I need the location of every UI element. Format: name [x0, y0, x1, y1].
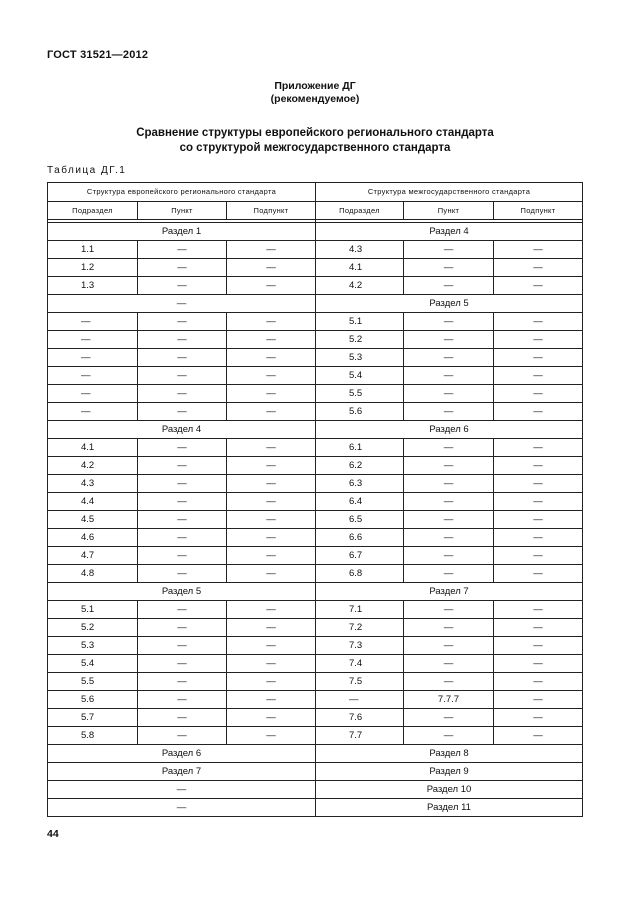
column-header: Подпункт [227, 202, 316, 220]
table-row [48, 349, 583, 367]
table-cell: — [227, 259, 316, 277]
table-cell: — [138, 511, 227, 529]
table-cell: 5.3 [48, 637, 138, 655]
table-cell: — [138, 529, 227, 547]
table-cell: — [227, 277, 316, 295]
table-cell: — [494, 493, 583, 511]
column-header: Пункт [138, 202, 227, 220]
table-cell: 7.3 [316, 637, 404, 655]
table-cell: 7.7.7 [404, 691, 494, 709]
table-cell: 5.4 [48, 655, 138, 673]
european-section-cell: Раздел 5 [48, 583, 316, 601]
column-header: Подраздел [48, 202, 138, 220]
table-cell: 4.2 [48, 457, 138, 475]
interstate-section-cell: Раздел 6 [316, 421, 583, 439]
table-cell: — [138, 403, 227, 421]
table-row [48, 547, 583, 565]
interstate-section-cell: Раздел 11 [316, 799, 583, 817]
table-cell: — [494, 601, 583, 619]
section-row [48, 799, 583, 817]
table-cell: — [404, 601, 494, 619]
table-cell: 4.5 [48, 511, 138, 529]
table-cell: — [404, 547, 494, 565]
table-cell: — [404, 727, 494, 745]
table-cell: — [494, 619, 583, 637]
table-cell: 4.8 [48, 565, 138, 583]
table-row [48, 367, 583, 385]
table-cell: — [227, 709, 316, 727]
appendix-heading [0, 80, 630, 106]
table-row [48, 655, 583, 673]
table-cell: 4.1 [316, 259, 404, 277]
table-row [48, 331, 583, 349]
table-cell: — [404, 349, 494, 367]
table-cell: 5.5 [48, 673, 138, 691]
table-cell: — [494, 673, 583, 691]
table-cell: 5.8 [48, 727, 138, 745]
table-row [48, 637, 583, 655]
table-cell: — [227, 403, 316, 421]
table-cell: — [494, 439, 583, 457]
interstate-section-cell: Раздел 8 [316, 745, 583, 763]
table-cell: — [227, 367, 316, 385]
table-cell: — [138, 475, 227, 493]
table-cell: — [48, 349, 138, 367]
european-section-cell: Раздел 7 [48, 763, 316, 781]
table-cell: — [138, 331, 227, 349]
table-cell: 5.4 [316, 367, 404, 385]
european-section-cell: — [48, 295, 316, 313]
table-cell: 6.5 [316, 511, 404, 529]
table-cell: — [48, 385, 138, 403]
table-cell: — [494, 475, 583, 493]
table-cell: 4.1 [48, 439, 138, 457]
table-cell: 4.7 [48, 547, 138, 565]
column-header: Подраздел [316, 202, 404, 220]
table-row [48, 727, 583, 745]
table-cell: — [227, 331, 316, 349]
table-cell: — [227, 475, 316, 493]
table-cell: — [138, 709, 227, 727]
table-cell: 4.6 [48, 529, 138, 547]
table-cell: — [227, 547, 316, 565]
table-cell: — [138, 619, 227, 637]
table-cell: — [227, 637, 316, 655]
table-cell: — [227, 439, 316, 457]
table-row [48, 619, 583, 637]
table-row [48, 709, 583, 727]
table-cell: — [404, 493, 494, 511]
section-title [0, 126, 630, 156]
table-row [48, 385, 583, 403]
table-cell: — [138, 367, 227, 385]
table-cell: — [494, 709, 583, 727]
table-cell: 4.3 [316, 241, 404, 259]
table-cell: 1.2 [48, 259, 138, 277]
table-cell: — [494, 511, 583, 529]
table-row [48, 277, 583, 295]
table-cell: 6.3 [316, 475, 404, 493]
table-row [48, 601, 583, 619]
table-cell: — [404, 385, 494, 403]
table-cell: — [138, 673, 227, 691]
table-cell: 4.3 [48, 475, 138, 493]
table-cell: — [138, 493, 227, 511]
table-cell: 6.6 [316, 529, 404, 547]
table-cell: — [494, 277, 583, 295]
table-label: Таблица ДГ.1 [47, 165, 127, 176]
table-cell: 5.3 [316, 349, 404, 367]
table-cell: — [48, 403, 138, 421]
table-cell: — [404, 439, 494, 457]
table-cell: — [138, 457, 227, 475]
table-cell: 4.2 [316, 277, 404, 295]
interstate-section-cell: Раздел 5 [316, 295, 583, 313]
appendix-subtitle: (рекомендуемое) [270, 93, 360, 105]
table-row [48, 241, 583, 259]
table-cell: — [227, 619, 316, 637]
table-cell: — [494, 655, 583, 673]
table-row [48, 457, 583, 475]
table-cell: 7.1 [316, 601, 404, 619]
table-cell: — [404, 457, 494, 475]
section-row [48, 781, 583, 799]
table-cell: — [138, 727, 227, 745]
table-cell: — [227, 601, 316, 619]
section-row [48, 421, 583, 439]
table-cell: — [227, 655, 316, 673]
european-section-cell: — [48, 781, 316, 799]
european-section-cell: — [48, 799, 316, 817]
table-row [48, 673, 583, 691]
table-cell: — [494, 259, 583, 277]
table-cell: — [227, 511, 316, 529]
table-cell: — [138, 655, 227, 673]
table-cell: — [48, 313, 138, 331]
table-cell: 6.8 [316, 565, 404, 583]
table-row [48, 439, 583, 457]
section-row [48, 763, 583, 781]
table-cell: — [138, 349, 227, 367]
table-cell: — [404, 673, 494, 691]
table-cell: 5.1 [48, 601, 138, 619]
table-cell: — [316, 691, 404, 709]
table-cell: — [494, 637, 583, 655]
table-cell: — [494, 691, 583, 709]
table-cell: — [138, 313, 227, 331]
section-title-line-1: Сравнение структуры европейского регионального стандарта [136, 127, 494, 139]
table-cell: — [48, 331, 138, 349]
table-row [48, 529, 583, 547]
table-cell: — [494, 349, 583, 367]
table-cell: — [404, 619, 494, 637]
interstate-section-cell: Раздел 4 [316, 223, 583, 241]
table-cell: — [404, 367, 494, 385]
table-cell: 6.7 [316, 547, 404, 565]
table-row [48, 259, 583, 277]
table-cell: — [227, 385, 316, 403]
table-cell: — [494, 565, 583, 583]
table-cell: 7.4 [316, 655, 404, 673]
table-cell: 7.5 [316, 673, 404, 691]
table-cell: — [404, 277, 494, 295]
table-cell: — [494, 367, 583, 385]
table-cell: — [404, 565, 494, 583]
table-cell: — [138, 439, 227, 457]
table-cell: — [404, 529, 494, 547]
appendix-title: Приложение ДГ [274, 80, 356, 92]
document-code: ГОСТ 31521—2012 [47, 49, 149, 61]
table-cell: — [138, 691, 227, 709]
table-cell: 7.7 [316, 727, 404, 745]
table-cell: — [227, 349, 316, 367]
table-row [48, 403, 583, 421]
column-header: Пункт [404, 202, 494, 220]
section-row [48, 295, 583, 313]
left-group-header: Структура европейского регионального стандарта [48, 183, 316, 202]
table-cell: — [138, 259, 227, 277]
table-row [48, 493, 583, 511]
table-body [48, 223, 583, 817]
table-cell: — [227, 457, 316, 475]
table-cell: 5.2 [316, 331, 404, 349]
section-row [48, 223, 583, 241]
table-cell: — [227, 673, 316, 691]
table-cell: 5.6 [316, 403, 404, 421]
table-cell: 6.2 [316, 457, 404, 475]
table-cell: — [227, 493, 316, 511]
table-cell: — [494, 457, 583, 475]
table-cell: — [404, 331, 494, 349]
column-header: Подпункт [494, 202, 583, 220]
table-cell: — [138, 637, 227, 655]
interstate-section-cell: Раздел 10 [316, 781, 583, 799]
table-cell: — [494, 313, 583, 331]
table-cell: 5.5 [316, 385, 404, 403]
interstate-section-cell: Раздел 9 [316, 763, 583, 781]
interstate-section-cell: Раздел 7 [316, 583, 583, 601]
right-group-header: Структура межгосударственного стандарта [316, 183, 583, 202]
table-cell: 6.1 [316, 439, 404, 457]
table-row [48, 565, 583, 583]
table-cell: 5.1 [316, 313, 404, 331]
page-number: 44 [47, 828, 59, 840]
table-cell: — [138, 547, 227, 565]
table-cell: 6.4 [316, 493, 404, 511]
table-cell: 4.4 [48, 493, 138, 511]
table-cell: — [494, 727, 583, 745]
table-cell: — [138, 385, 227, 403]
table-cell: — [227, 565, 316, 583]
table-cell: — [227, 691, 316, 709]
table-cell: 7.6 [316, 709, 404, 727]
table-cell: — [404, 259, 494, 277]
table-cell: 5.7 [48, 709, 138, 727]
table-cell: — [138, 565, 227, 583]
table-cell: 1.1 [48, 241, 138, 259]
table-cell: — [404, 709, 494, 727]
european-section-cell: Раздел 6 [48, 745, 316, 763]
table-cell: — [404, 511, 494, 529]
table-cell: — [494, 241, 583, 259]
table-cell: — [227, 529, 316, 547]
table-cell: — [404, 241, 494, 259]
table-cell: — [404, 655, 494, 673]
european-section-cell: Раздел 1 [48, 223, 316, 241]
table-cell: 7.2 [316, 619, 404, 637]
table-row [48, 475, 583, 493]
table-cell: — [494, 403, 583, 421]
table-cell: — [494, 529, 583, 547]
european-section-cell: Раздел 4 [48, 421, 316, 439]
table-row [48, 691, 583, 709]
table-cell: — [138, 277, 227, 295]
table-cell: — [494, 331, 583, 349]
table-cell: — [404, 637, 494, 655]
table-cell: — [494, 547, 583, 565]
table-cell: — [138, 601, 227, 619]
section-row [48, 583, 583, 601]
table-cell: — [404, 313, 494, 331]
table-cell: — [227, 241, 316, 259]
table-cell: 5.6 [48, 691, 138, 709]
section-row [48, 745, 583, 763]
table-cell: 5.2 [48, 619, 138, 637]
table-cell: — [404, 403, 494, 421]
table-cell: — [227, 313, 316, 331]
table-cell: 1.3 [48, 277, 138, 295]
table-row [48, 313, 583, 331]
table-row [48, 511, 583, 529]
table-cell: — [494, 385, 583, 403]
section-title-line-2: со структурой межгосударственного стандарта [179, 142, 451, 154]
table-cell: — [48, 367, 138, 385]
comparison-table [47, 182, 583, 817]
table-cell: — [138, 241, 227, 259]
table-cell: — [404, 475, 494, 493]
table-cell: — [227, 727, 316, 745]
